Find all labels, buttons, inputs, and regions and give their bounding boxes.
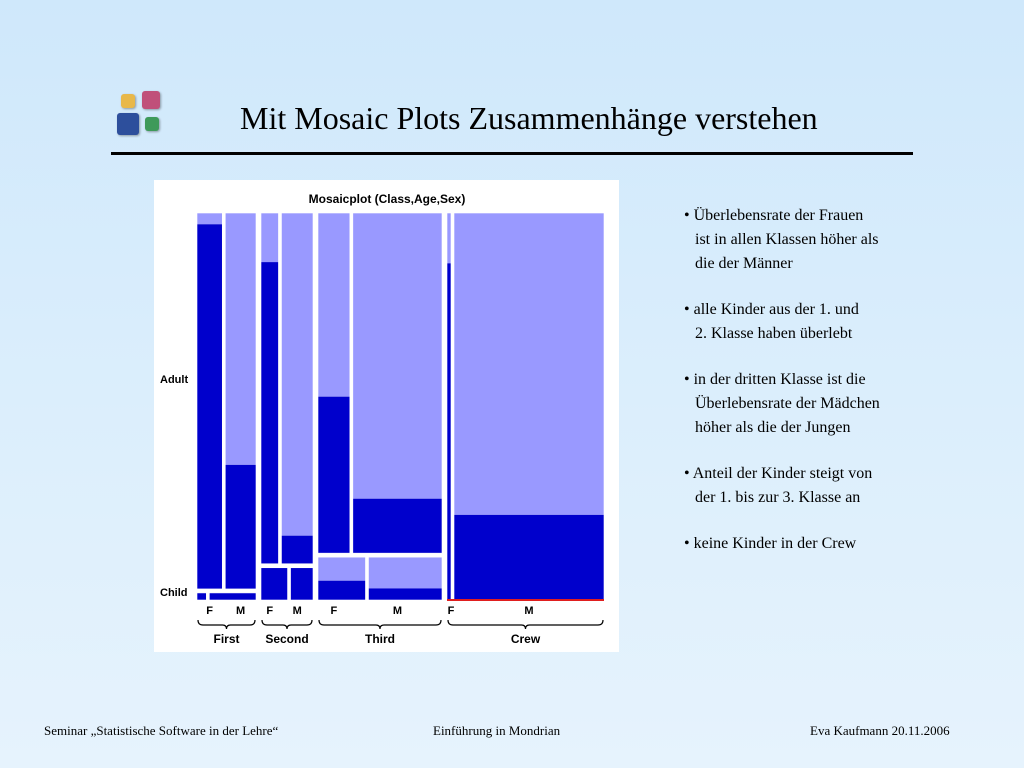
mosaic-second-adult-f-survived xyxy=(261,262,278,564)
mosaic-plot xyxy=(154,180,619,652)
footer-author-date: Eva Kaufmann 20.11.2006 xyxy=(810,723,950,738)
title-underline xyxy=(111,152,913,155)
mosaic-crew-adult-f-survived xyxy=(447,263,451,600)
mosaic-third-child-f-not-survived xyxy=(318,557,365,581)
brace-third xyxy=(319,620,441,629)
bullet-item xyxy=(684,462,984,510)
bullet-marker: • xyxy=(684,465,690,482)
bullet-text: in der dritten Klasse ist die xyxy=(693,371,866,388)
mosaic-second-adult-m-survived xyxy=(281,536,313,564)
bullet-item xyxy=(684,204,984,276)
chart-title: Mosaicplot (Class,Age,Sex) xyxy=(308,192,466,206)
bullet-marker: • xyxy=(684,535,690,552)
brace-first xyxy=(198,620,255,629)
mosaic-third-adult-m-not-survived xyxy=(353,213,442,499)
mosaic-third-adult-f-not-survived xyxy=(318,213,350,397)
mosaic-second-adult-f-not-survived xyxy=(261,213,278,262)
slide-title: Mit Mosaic Plots Zusammenhänge verstehen xyxy=(240,100,818,136)
sex-label-first-f: F xyxy=(206,605,214,617)
sex-label-third-f: F xyxy=(330,605,338,617)
bullet-text: die der Männer xyxy=(695,255,793,272)
bullet-text: alle Kinder aus der 1. und xyxy=(693,301,859,318)
sex-label-third-m: M xyxy=(392,605,403,617)
four-squares-logo-icon xyxy=(114,89,164,139)
brace-second xyxy=(262,620,312,629)
mosaic-second-child-m-survived xyxy=(291,568,313,600)
mosaic-third-adult-m-survived xyxy=(353,499,442,553)
sex-label-crew-f: F xyxy=(447,605,455,617)
brace-crew xyxy=(448,620,603,629)
mosaic-first-adult-f-not-survived xyxy=(197,213,222,224)
mosaic-plot-figure xyxy=(154,180,619,652)
mosaic-first-child-f-survived xyxy=(197,593,206,600)
bullet-text: keine Kinder in der Crew xyxy=(693,535,857,552)
bullet-text: ist in allen Klassen höher als xyxy=(695,231,879,248)
sex-label-second-f: F xyxy=(266,605,274,617)
bullet-item xyxy=(684,298,984,346)
mosaic-second-child-f-survived xyxy=(261,568,288,600)
bullet-list xyxy=(684,204,984,578)
bullet-item xyxy=(684,532,984,556)
y-label-child: Child xyxy=(160,587,188,599)
mosaic-third-adult-f-survived xyxy=(318,397,350,553)
mosaic-crew-adult-m-not-survived xyxy=(454,213,604,515)
bullet-text: Überlebensrate der Frauen xyxy=(693,207,864,224)
sex-label-second-m: M xyxy=(292,605,302,617)
footer-topic: Einführung in Mondrian xyxy=(433,723,561,738)
sex-label-crew-m: M xyxy=(524,605,534,617)
y-label-adult: Adult xyxy=(160,374,189,386)
logo-square-green xyxy=(145,117,159,131)
bullet-text: der 1. bis zur 3. Klasse an xyxy=(695,489,861,506)
mosaic-second-adult-m-not-survived xyxy=(281,213,313,536)
bullet-text: 2. Klasse haben überlebt xyxy=(695,325,853,342)
bullet-text: höher als die der Jungen xyxy=(695,419,851,436)
bullet-marker: • xyxy=(684,207,690,224)
bullet-text: Überlebensrate der Mädchen xyxy=(695,395,880,412)
bullet-text: Anteil der Kinder steigt von xyxy=(692,465,873,482)
logo-square-blue xyxy=(117,113,139,135)
footer-seminar: Seminar „Statistische Software in der Lehre“ xyxy=(44,723,279,738)
mosaic-third-child-m-not-survived xyxy=(368,557,442,588)
mosaic-first-adult-m-survived xyxy=(225,465,256,589)
class-label-third: Third xyxy=(365,632,395,646)
class-label-second: Second xyxy=(265,632,309,646)
class-label-crew: Crew xyxy=(510,632,541,646)
bullet-marker: • xyxy=(684,371,690,388)
mosaic-third-child-m-survived xyxy=(368,588,442,600)
mosaic-first-child-m-survived xyxy=(209,593,256,600)
mosaic-crew-adult-f-not-survived xyxy=(447,213,451,263)
sex-label-first-m: M xyxy=(236,605,246,617)
class-label-first: First xyxy=(213,632,240,646)
mosaic-third-child-f-survived xyxy=(318,581,365,600)
mosaic-first-adult-m-not-survived xyxy=(225,213,256,465)
bullet-marker: • xyxy=(684,301,690,318)
mosaic-first-adult-f-survived xyxy=(197,224,222,589)
mosaic-crew-adult-m-survived xyxy=(454,515,604,600)
logo-square-pink xyxy=(142,91,160,109)
bullet-item xyxy=(684,368,984,440)
logo-square-yellow xyxy=(121,94,135,108)
